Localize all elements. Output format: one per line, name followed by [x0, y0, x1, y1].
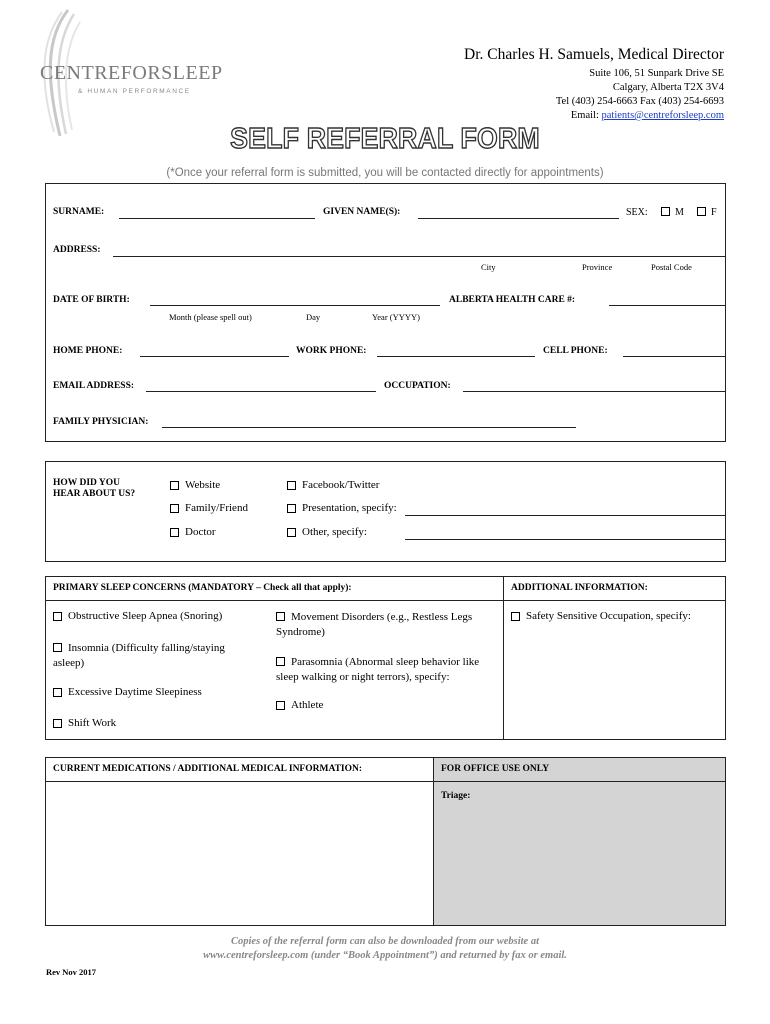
website-label: Website — [185, 479, 221, 491]
eds-checkbox[interactable] — [53, 688, 62, 697]
dob-field[interactable] — [150, 305, 440, 306]
hear-label-line1: HOW DID YOU — [53, 478, 121, 488]
sex-m-label: M — [675, 207, 684, 218]
email-field[interactable] — [146, 391, 376, 392]
eds-label: Excessive Daytime Sleepiness — [68, 686, 202, 698]
year-caption: Year (YYYY) — [372, 312, 421, 322]
province-caption: Province — [582, 262, 613, 272]
parasomnia-label: Parasomnia (Abnormal sleep behavior like sleep walking or night terrors), specify: — [276, 656, 480, 683]
email-link[interactable]: patients@centreforsleep.com — [601, 110, 724, 121]
shift-work-label: Shift Work — [68, 717, 117, 729]
concerns-header: PRIMARY SLEEP CONCERNS (MANDATORY – Check all that apply): — [53, 583, 352, 593]
given-names-field[interactable] — [418, 218, 619, 219]
facebook-checkbox[interactable] — [287, 481, 296, 490]
medications-textarea[interactable] — [47, 783, 431, 924]
presentation-checkbox[interactable] — [287, 504, 296, 513]
occupation-field[interactable] — [463, 391, 725, 392]
doctor-label: Doctor — [185, 526, 216, 538]
other-checkbox[interactable] — [287, 528, 296, 537]
facebook-label: Facebook/Twitter — [302, 479, 380, 491]
work-phone-label: WORK PHONE: — [296, 346, 367, 356]
email-label: Email: — [570, 110, 602, 121]
footer-line1: Copies of the referral form can also be downloaded from our website at — [231, 936, 539, 947]
address-field[interactable] — [113, 256, 725, 257]
sex-f-label: F — [711, 207, 717, 218]
medications-header: CURRENT MEDICATIONS / ADDITIONAL MEDICAL INFORMATION: — [53, 764, 363, 774]
sex-label: SEX: — [626, 207, 648, 218]
footer-line2: www.centreforsleep.com (under “Book Appointment”) and returned by fax or email. — [203, 950, 567, 961]
office-use-header: FOR OFFICE USE ONLY — [441, 764, 550, 774]
email-label-field: EMAIL ADDRESS: — [53, 381, 135, 391]
website-checkbox[interactable] — [170, 481, 179, 490]
family-checkbox[interactable] — [170, 504, 179, 513]
athlete-label: Athlete — [291, 699, 324, 711]
safety-checkbox[interactable] — [511, 612, 520, 621]
city-caption: City — [481, 262, 496, 272]
logo-tagline: & HUMAN PERFORMANCE — [78, 88, 191, 95]
concerns-column-divider — [503, 576, 504, 740]
form-title: SELF REFERRAL FORM — [230, 123, 540, 155]
home-phone-field[interactable] — [140, 356, 289, 357]
family-label: Family/Friend — [185, 502, 248, 514]
form-subtitle: (*Once your referral form is submitted, you will be contacted directly for appointments) — [166, 167, 604, 179]
athlete-checkbox[interactable] — [276, 701, 285, 710]
given-names-label: GIVEN NAME(S): — [323, 207, 401, 217]
work-phone-field[interactable] — [377, 356, 535, 357]
surname-field[interactable] — [119, 218, 315, 219]
address-line2: Calgary, Alberta T2X 3V4 — [612, 82, 724, 93]
surname-label: SURNAME: — [53, 207, 105, 217]
presentation-field[interactable] — [405, 515, 725, 516]
health-care-label: ALBERTA HEALTH CARE #: — [449, 295, 576, 305]
presentation-label: Presentation, specify: — [302, 502, 397, 514]
month-caption: Month (please spell out) — [169, 312, 252, 322]
additional-info-header: ADDITIONAL INFORMATION: — [511, 583, 648, 593]
other-label: Other, specify: — [302, 526, 367, 538]
day-caption: Day — [306, 312, 321, 322]
shift-work-checkbox[interactable] — [53, 719, 62, 728]
dob-label: DATE OF BIRTH: — [53, 295, 130, 305]
medications-header-divider — [45, 781, 726, 782]
osa-checkbox[interactable] — [53, 612, 62, 621]
sex-m-checkbox[interactable] — [661, 207, 670, 216]
phone-fax: Tel (403) 254-6663 Fax (403) 254-6693 — [555, 96, 724, 107]
sex-f-checkbox[interactable] — [697, 207, 706, 216]
movement-label: Movement Disorders (e.g., Restless Legs Syndrome) — [276, 611, 473, 638]
physician-field[interactable] — [162, 427, 576, 428]
hear-label-line2: HEAR ABOUT US? — [53, 489, 136, 499]
address-line1: Suite 106, 51 Sunpark Drive SE — [589, 68, 724, 79]
osa-label: Obstructive Sleep Apnea (Snoring) — [68, 610, 223, 622]
health-care-field[interactable] — [609, 305, 725, 306]
home-phone-label: HOME PHONE: — [53, 346, 123, 356]
cell-phone-field[interactable] — [623, 356, 725, 357]
logo-name: CENTREFORSLEEP — [40, 62, 223, 84]
insomnia-label: Insomnia (Difficulty falling/staying asleep) — [53, 642, 225, 669]
concerns-header-divider — [45, 600, 726, 601]
postal-code-caption: Postal Code — [651, 262, 692, 272]
revision-date: Rev Nov 2017 — [46, 967, 97, 977]
other-field[interactable] — [405, 539, 725, 540]
safety-label: Safety Sensitive Occupation, specify: — [526, 610, 691, 622]
doctor-checkbox[interactable] — [170, 528, 179, 537]
occupation-label: OCCUPATION: — [384, 381, 451, 391]
medications-column-divider — [433, 757, 434, 926]
doctor-name: Dr. Charles H. Samuels, Medical Director — [464, 46, 724, 63]
physician-label: FAMILY PHYSICIAN: — [53, 417, 149, 427]
address-label: ADDRESS: — [53, 245, 101, 255]
cell-phone-label: CELL PHONE: — [543, 346, 608, 356]
triage-label: Triage: — [441, 791, 471, 801]
email-contact — [571, 110, 724, 121]
